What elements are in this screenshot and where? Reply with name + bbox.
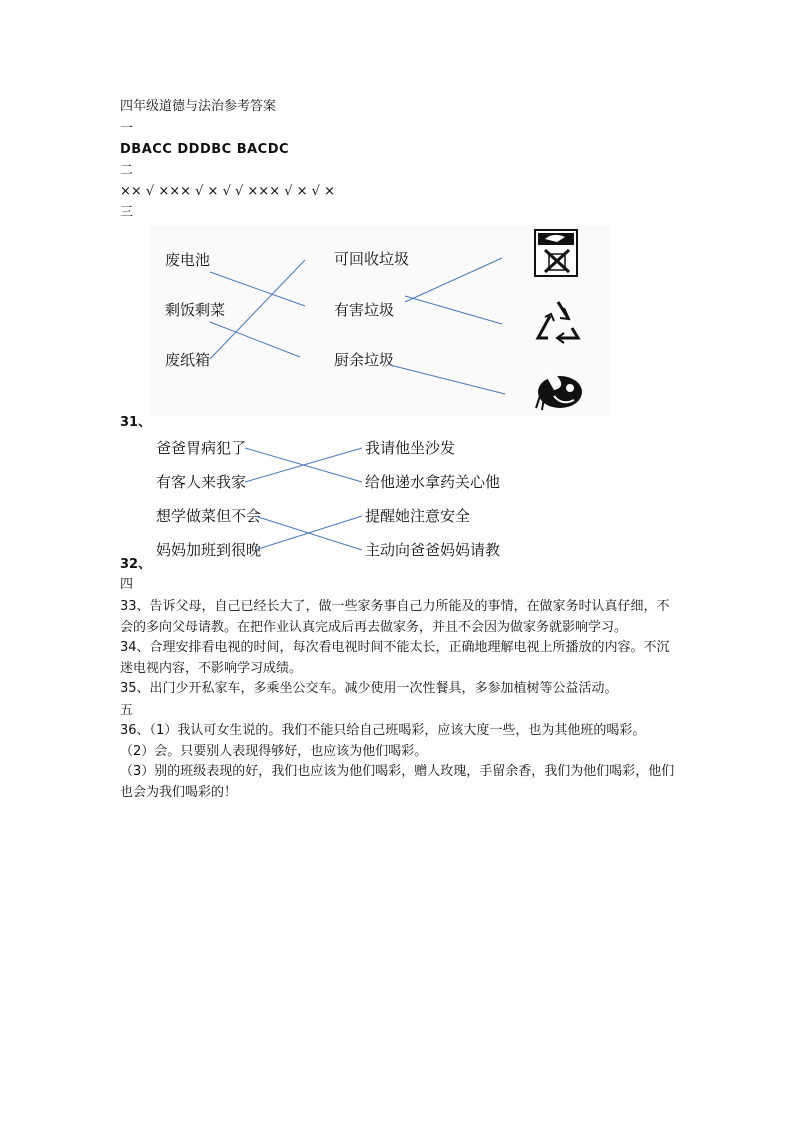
harmful-waste-icon: [535, 230, 577, 276]
q36-part-2: （2）会。只要别人表现得够好，也应该为他们喝彩。: [120, 743, 428, 759]
section-3-heading: 三: [120, 205, 134, 220]
q35-answer: 35、出门少开私家车，多乘坐公交车。减少使用一次性餐具，多参加植树等公益活动。: [120, 681, 618, 696]
page-title: 四年级道德与法治参考答案: [120, 99, 277, 114]
item-label: 剩饭剩菜: [165, 301, 226, 319]
section-1-answers: DBACC DDDBC BACDC: [120, 142, 290, 157]
category-label: 可回收垃圾: [334, 250, 410, 268]
q31-matching-figure: [150, 432, 520, 562]
q31-left-item: 爸爸胃病犯了: [156, 439, 247, 457]
q31-left-item: 有客人来我家: [156, 473, 247, 491]
q36-part-3: （3）别的班级表现的好，我们也应该为他们喝彩，赠人玫瑰，手留余香，我们为他们喝彩，他们也会为我们喝彩的！: [120, 764, 675, 800]
q31-label: 31、: [120, 415, 152, 430]
q31-matching-lines: [245, 448, 362, 550]
q31-left-item: 想学做菜但不会: [156, 507, 262, 525]
q31-right-item: 给他递水拿药关心他: [365, 473, 501, 491]
q34-answer: 34、合理安排看电视的时间，每次看电视时间不能太长，正确地理解电视上所播放的内容。不沉迷电视内容，不影响学习成绩。: [120, 640, 670, 676]
q31-right-item: 主动向爸爸妈妈请教: [365, 541, 501, 559]
section-4-answers: [120, 597, 680, 700]
item-label: 废纸箱: [165, 351, 211, 369]
q31-left-item: 妈妈加班到很晚: [156, 541, 262, 559]
q31-right-item: 我请他坐沙发: [365, 439, 456, 457]
category-label: 有害垃圾: [334, 301, 395, 319]
section-5-heading: 五: [120, 703, 134, 718]
q31-right-item: 提醒她注意安全: [365, 507, 471, 525]
garbage-sorting-figure: [150, 226, 610, 416]
q36-part-1: 36、（1）我认可女生说的。我们不能只给自己班喝彩，应该大度一些，也为其他班的喝彩。: [120, 723, 646, 738]
item-label: 废电池: [165, 251, 211, 269]
category-label: 厨余垃圾: [334, 351, 395, 369]
section-1-heading: 一: [120, 121, 134, 136]
q36-answers: [120, 721, 680, 803]
section-2-answers: ×× √ ××× √ × √ √ ××× √ × √ ×: [120, 184, 335, 199]
section-4-heading: 四: [120, 577, 134, 592]
section-2-heading: 二: [120, 163, 134, 178]
q32-label: 32、: [120, 557, 152, 572]
q33-answer: 33、告诉父母，自己已经长大了，做一些家务事自己力所能及的事情，在做家务时认真仔细，不会的多向父母请教。在把作业认真完成后再去做家务，并且不会因为做家务就影响学习。: [120, 599, 670, 635]
